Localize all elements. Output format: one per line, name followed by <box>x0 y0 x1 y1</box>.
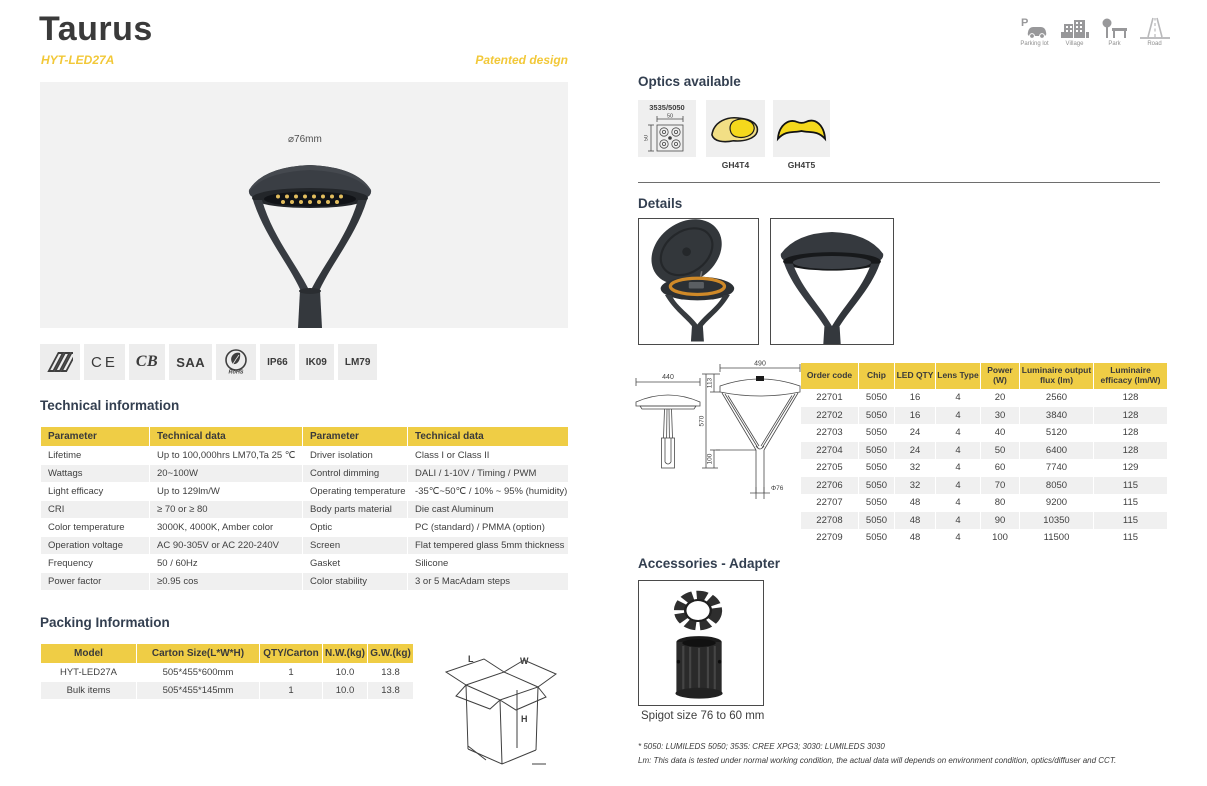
table-cell: Optic <box>303 519 407 536</box>
table-cell: 22701 <box>801 390 858 407</box>
table-cell: 4 <box>936 460 980 477</box>
chip-type-label: 3535/5050 <box>649 103 685 112</box>
table-cell: DALI / 1-10V / Timing / PWM <box>408 465 568 482</box>
table-cell: 11500 <box>1020 530 1093 547</box>
table-cell: 6400 <box>1020 442 1093 459</box>
table-row <box>801 460 1167 477</box>
box-width-label: W <box>520 656 529 666</box>
optics-heading: Optics available <box>638 74 741 89</box>
accessories-heading: Accessories - Adapter <box>638 556 781 571</box>
table-header-row <box>801 363 1167 389</box>
chip-drawing <box>644 113 690 155</box>
table-row <box>801 512 1167 529</box>
table-row <box>41 537 568 554</box>
detail-photo-side <box>770 218 894 345</box>
technical-info-heading: Technical information <box>40 398 180 413</box>
road-icon <box>1140 16 1170 40</box>
page-title: Taurus <box>39 10 153 48</box>
column-header: Parameter <box>303 427 407 446</box>
table-cell: 90 <box>981 512 1019 529</box>
gh4t4-distribution-icon <box>708 109 763 149</box>
table-cell: 4 <box>936 442 980 459</box>
dim-side-width: 440 <box>662 374 674 381</box>
table-cell: 22706 <box>801 477 858 494</box>
table-cell: 5050 <box>859 495 894 512</box>
table-cell: Frequency <box>41 555 149 572</box>
column-header: Order code <box>801 363 858 389</box>
table-row <box>41 483 568 500</box>
lm79-mark: LM79 <box>338 344 378 380</box>
column-header: Lens Type <box>936 363 980 389</box>
model-number: HYT-LED27A <box>41 53 115 67</box>
table-cell: Die cast Aluminum <box>408 501 568 518</box>
rohs-text: RoHS <box>228 369 244 376</box>
table-cell: 115 <box>1094 495 1167 512</box>
table-cell: 50 <box>981 442 1019 459</box>
application-park <box>1098 16 1131 47</box>
patented-design-label: Patented design <box>475 53 568 67</box>
park-icon <box>1101 16 1129 40</box>
column-header: Technical data <box>150 427 302 446</box>
table-cell: HYT-LED27A <box>41 664 136 681</box>
table-cell: CRI <box>41 501 149 518</box>
table-row <box>41 519 568 536</box>
table-cell: 24 <box>895 442 935 459</box>
table-cell: 20~100W <box>150 465 302 482</box>
column-header: QTY/Carton <box>260 644 322 663</box>
table-cell: Class I or Class II <box>408 447 568 464</box>
table-cell: 8050 <box>1020 477 1093 494</box>
table-cell: 128 <box>1094 390 1167 407</box>
table-cell: Power factor <box>41 573 149 590</box>
table-cell: 22709 <box>801 530 858 547</box>
table-cell: 7740 <box>1020 460 1093 477</box>
table-cell: AC 90-305V or AC 220-240V <box>150 537 302 554</box>
optic-gh4t5-tile <box>773 100 830 157</box>
dim-spigot-height: 100 <box>706 453 714 465</box>
table-cell: 4 <box>936 530 980 547</box>
column-header: LED QTY <box>895 363 935 389</box>
table-cell: Up to 129lm/W <box>150 483 302 500</box>
table-row <box>801 425 1167 442</box>
table-cell: 100 <box>981 530 1019 547</box>
application-parking-lot <box>1018 16 1051 47</box>
saa-mark: SAA <box>169 344 212 380</box>
table-cell: 5050 <box>859 407 894 424</box>
table-cell: 505*455*600mm <box>137 664 259 681</box>
table-cell: 5050 <box>859 442 894 459</box>
table-cell: 22705 <box>801 460 858 477</box>
table-cell: 115 <box>1094 477 1167 494</box>
ik09-mark: IK09 <box>299 344 334 380</box>
dim-head-height: 113 <box>706 377 714 389</box>
table-cell: ≥0.95 cos <box>150 573 302 590</box>
table-cell: Lifetime <box>41 447 149 464</box>
table-cell: 115 <box>1094 530 1167 547</box>
table-cell: 4 <box>936 495 980 512</box>
accessory-photo <box>638 580 764 706</box>
table-cell: 5050 <box>859 390 894 407</box>
table-cell: 4 <box>936 390 980 407</box>
table-cell: 22708 <box>801 512 858 529</box>
table-cell: 13.8 <box>368 664 413 681</box>
box-length-label: L <box>468 654 474 664</box>
table-cell: PC (standard) / PMMA (option) <box>408 519 568 536</box>
dim-pole-diameter: Φ76 <box>771 485 784 492</box>
column-header: Model <box>41 644 136 663</box>
column-header: Luminaire efficacy (lm/W) <box>1094 363 1167 389</box>
table-cell: Body parts material <box>303 501 407 518</box>
table-cell: 5050 <box>859 512 894 529</box>
table-cell: 20 <box>981 390 1019 407</box>
rohs-leaf-icon <box>223 348 249 376</box>
table-cell: Up to 100,000hrs LM70,Ta 25 ℃ <box>150 447 302 464</box>
order-table <box>800 362 1168 547</box>
chip-dim-horizontal: 50 <box>666 113 674 120</box>
application-label: Parking lot <box>1020 41 1049 47</box>
table-cell: 48 <box>895 495 935 512</box>
table-cell: 10.0 <box>323 664 367 681</box>
table-cell: 48 <box>895 530 935 547</box>
table-cell: 70 <box>981 477 1019 494</box>
table-cell: 3000K, 4000K, Amber color <box>150 519 302 536</box>
box-height-label: H <box>521 714 528 724</box>
column-header: Luminaire output flux (lm) <box>1020 363 1093 389</box>
certification-badges <box>40 344 377 380</box>
table-row <box>801 390 1167 407</box>
table-cell: 2560 <box>1020 390 1093 407</box>
table-cell: 22704 <box>801 442 858 459</box>
table-cell: Driver isolation <box>303 447 407 464</box>
adapter-drawing <box>639 581 763 705</box>
dim-total-height: 570 <box>698 415 706 427</box>
table-header-row <box>41 427 568 446</box>
table-cell: 128 <box>1094 442 1167 459</box>
carton-box-drawing <box>424 630 574 780</box>
product-photo-panel <box>40 82 568 328</box>
footnote-lm: Lm: This data is tested under normal working condition, the actual data will depends on environment condition, optics/diffuser and CCT. <box>638 756 1117 765</box>
table-cell: Color temperature <box>41 519 149 536</box>
column-header: G.W.(kg) <box>368 644 413 663</box>
table-row <box>41 465 568 482</box>
chip-dim-vertical: 50 <box>644 134 650 142</box>
table-cell: 10.0 <box>323 682 367 699</box>
table-cell: Wattags <box>41 465 149 482</box>
table-cell: 50 / 60Hz <box>150 555 302 572</box>
column-header: Chip <box>859 363 894 389</box>
parking-lot-icon <box>1020 16 1050 40</box>
section-divider <box>638 182 1160 183</box>
village-icon <box>1061 16 1089 40</box>
table-cell: 32 <box>895 477 935 494</box>
table-row <box>801 530 1167 547</box>
table-cell: 4 <box>936 477 980 494</box>
table-cell: 16 <box>895 390 935 407</box>
table-cell: Light efficacy <box>41 483 149 500</box>
optic-gh4t4-tile <box>706 100 765 157</box>
ce-mark: CE <box>84 344 125 380</box>
column-header: Parameter <box>41 427 149 446</box>
rohs-mark <box>216 344 256 380</box>
optic-label-gh4t4: GH4T4 <box>721 160 750 170</box>
application-label: Village <box>1065 41 1084 47</box>
table-cell: 5050 <box>859 460 894 477</box>
table-row <box>801 407 1167 424</box>
table-cell: 5050 <box>859 425 894 442</box>
table-cell: 48 <box>895 512 935 529</box>
table-row <box>41 501 568 518</box>
table-cell: Operating temperature <box>303 483 407 500</box>
table-row <box>41 447 568 464</box>
table-row <box>41 555 568 572</box>
table-cell: Operation voltage <box>41 537 149 554</box>
enec-chevrons-icon <box>47 350 73 374</box>
table-cell: 30 <box>981 407 1019 424</box>
table-cell: 1 <box>260 682 322 699</box>
table-cell: 9200 <box>1020 495 1093 512</box>
technical-info-table <box>40 426 569 591</box>
table-cell: 128 <box>1094 407 1167 424</box>
table-cell: 1 <box>260 664 322 681</box>
table-cell: 22703 <box>801 425 858 442</box>
table-cell: 80 <box>981 495 1019 512</box>
table-cell: 128 <box>1094 425 1167 442</box>
optic-label-gh4t5: GH4T5 <box>787 160 816 170</box>
table-cell: 3 or 5 MacAdam steps <box>408 573 568 590</box>
application-label: Road <box>1147 41 1162 47</box>
table-header-row <box>41 644 413 663</box>
table-cell: 4 <box>936 407 980 424</box>
enec-mark-icon <box>40 344 80 380</box>
detail-side-view-drawing <box>771 219 893 344</box>
column-header: Power (W) <box>981 363 1019 389</box>
table-cell: 505*455*145mm <box>137 682 259 699</box>
table-cell: 32 <box>895 460 935 477</box>
footnote-chips: * 5050: LUMILEDS 5050; 3535: CREE XPG3; 3030: LUMILEDS 3030 <box>638 742 885 751</box>
packing-info-table <box>40 643 414 700</box>
details-heading: Details <box>638 196 683 211</box>
detail-open-lid-drawing <box>639 219 758 344</box>
table-cell: Silicone <box>408 555 568 572</box>
table-cell: Color stability <box>303 573 407 590</box>
table-cell: 22702 <box>801 407 858 424</box>
cb-mark: CB <box>129 344 165 380</box>
table-cell: 3840 <box>1020 407 1093 424</box>
table-cell: 60 <box>981 460 1019 477</box>
gh4t5-distribution-icon <box>774 109 829 149</box>
table-cell: 22707 <box>801 495 858 512</box>
dim-top-width: 490 <box>754 360 766 368</box>
table-cell: 10350 <box>1020 512 1093 529</box>
table-cell: 40 <box>981 425 1019 442</box>
table-cell: Gasket <box>303 555 407 572</box>
application-icons <box>1018 16 1171 47</box>
application-village <box>1058 16 1091 47</box>
packing-info-heading: Packing Information <box>40 615 170 630</box>
spigot-size-caption: Spigot size 76 to 60 mm <box>641 710 765 722</box>
table-cell: Control dimming <box>303 465 407 482</box>
table-cell: ≥ 70 or ≥ 80 <box>150 501 302 518</box>
ip66-mark: IP66 <box>260 344 295 380</box>
table-cell: -35℃~50℃ / 10% ~ 95% (humidity) <box>408 483 568 500</box>
table-cell: Screen <box>303 537 407 554</box>
table-cell: 5120 <box>1020 425 1093 442</box>
detail-photo-open <box>638 218 759 345</box>
optic-chip-tile <box>638 100 696 157</box>
column-header: Carton Size(L*W*H) <box>137 644 259 663</box>
table-cell: 4 <box>936 512 980 529</box>
table-cell: 13.8 <box>368 682 413 699</box>
pole-diameter-label: ⌀76mm <box>288 134 322 145</box>
table-cell: Bulk items <box>41 682 136 699</box>
table-cell: 129 <box>1094 460 1167 477</box>
application-road <box>1138 16 1171 47</box>
table-cell: 24 <box>895 425 935 442</box>
column-header: Technical data <box>408 427 568 446</box>
table-row <box>41 682 413 699</box>
table-cell: 115 <box>1094 512 1167 529</box>
table-cell: 4 <box>936 425 980 442</box>
table-row <box>801 442 1167 459</box>
table-cell: Flat tempered glass 5mm thickness <box>408 537 568 554</box>
table-row <box>801 477 1167 494</box>
table-row <box>41 573 568 590</box>
product-photo <box>245 152 375 328</box>
table-cell: 5050 <box>859 477 894 494</box>
table-row <box>41 664 413 681</box>
column-header: N.W.(kg) <box>323 644 367 663</box>
table-row <box>801 495 1167 512</box>
svg-text:P: P <box>1020 17 1028 29</box>
dimension-drawing <box>628 360 808 505</box>
application-label: Park <box>1108 41 1121 47</box>
table-cell: 16 <box>895 407 935 424</box>
table-cell: 5050 <box>859 530 894 547</box>
